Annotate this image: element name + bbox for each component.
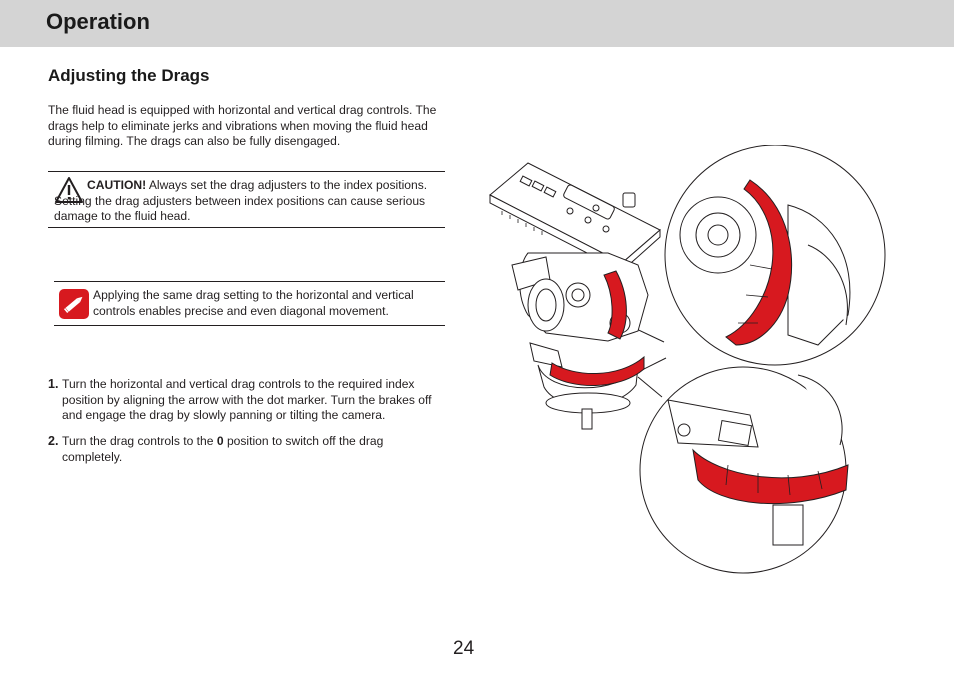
intro-paragraph: The fluid head is equipped with horizontal and vertical drag controls. The drags help to eliminate jerks and vibrations when moving the fluid head during filming. The drags can also be fully disengaged.: [48, 103, 437, 148]
caution-label: CAUTION!: [87, 178, 147, 192]
fluid-head-illustration: [488, 145, 888, 575]
caution-bottom-rule: [48, 227, 445, 228]
caution-text: Always set the drag adjusters to the index positions. Setting the drag adjusters between index positions can cause serious damage to the fluid head.: [54, 178, 428, 223]
page-number: 24: [453, 638, 475, 659]
step-item: [48, 377, 443, 424]
tip-bottom-rule: [54, 325, 445, 326]
caution-top-rule: [48, 171, 445, 172]
section-title: Adjusting the Drags: [48, 66, 210, 85]
pencil-tip-icon: [59, 289, 89, 319]
caution-note: [54, 178, 446, 225]
step-number: 2.: [48, 434, 59, 448]
step-number: 1.: [48, 377, 59, 391]
step-item: [48, 434, 443, 465]
page-header: [0, 0, 954, 47]
step-text: Turn the drag controls to the 0 position to switch off the drag completely.: [62, 434, 384, 464]
page-title: Operation: [46, 9, 150, 34]
tip-text: Applying the same drag setting to the horizontal and vertical controls enables precise and even diagonal movement.: [93, 288, 414, 318]
tip-top-rule: [54, 281, 445, 282]
step-text: Turn the horizontal and vertical drag controls to the required index position by aligning the arrow with the dot marker. Turn the brakes off and engage the drag by slowly panning or tilting the camera.: [62, 377, 432, 422]
